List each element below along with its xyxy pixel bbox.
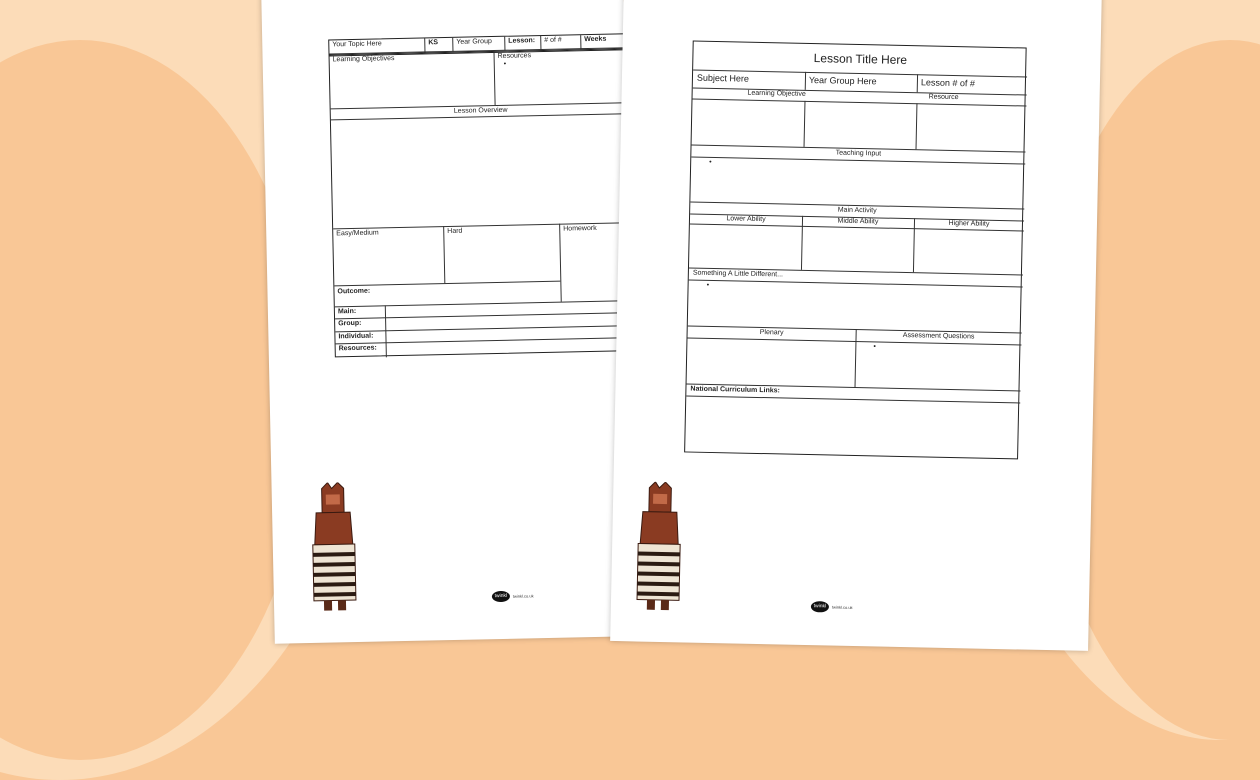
- row-group-label: Group:: [338, 319, 362, 328]
- twinkl-logo: [492, 590, 534, 602]
- logo-text: twinkl.co.uk: [512, 593, 534, 599]
- teaching-input-label: Teaching Input: [835, 149, 882, 158]
- row-individual-label: Individual:: [338, 332, 374, 341]
- twinkl-logo: [811, 601, 853, 613]
- lesson-overview-label: Lesson Overview: [453, 106, 508, 115]
- weeks-cell: Weeks: [581, 34, 629, 49]
- row-resources-label: Resources:: [338, 344, 377, 353]
- main-activity-label: Main Activity: [837, 206, 877, 215]
- resources-bullet: •: [503, 60, 507, 68]
- year-group-field: Year Group Here: [808, 74, 877, 87]
- learning-objectives-label: Learning Objectives: [332, 55, 395, 64]
- outcome-label: Outcome:: [337, 287, 371, 296]
- resource-label: Resource: [928, 93, 959, 102]
- lesson-number-field: Lesson # of #: [920, 77, 976, 89]
- left-main-table: [329, 49, 635, 357]
- middle-ability-label: Middle Ability: [837, 217, 879, 226]
- logo-mark: twinkl: [811, 601, 829, 612]
- ks-cell: KS: [425, 38, 453, 53]
- homework-label: Homework: [563, 224, 597, 233]
- logo-mark: twinkl: [492, 591, 510, 602]
- row-main-label: Main:: [337, 307, 357, 316]
- lower-ability-label: Lower Ability: [726, 215, 766, 224]
- something-different-bullet: •: [706, 281, 710, 289]
- hard-label: Hard: [447, 227, 463, 236]
- left-worksheet-page: [261, 0, 637, 644]
- lesson-label-cell: Lesson:: [505, 36, 541, 51]
- right-main-table: [684, 41, 1027, 460]
- viking-figure-illustration: [307, 482, 360, 613]
- year-group-cell: Year Group: [453, 37, 505, 52]
- lesson-title: Lesson Title Here: [813, 51, 908, 68]
- higher-ability-label: Higher Ability: [948, 219, 990, 228]
- something-different-label: Something A Little Different...: [692, 269, 784, 279]
- assessment-questions-label: Assessment Questions: [902, 331, 975, 341]
- logo-text: twinkl.co.uk: [831, 604, 853, 610]
- topic-cell: Your Topic Here: [329, 38, 425, 54]
- easy-medium-label: Easy/Medium: [336, 229, 379, 238]
- viking-figure-illustration: [633, 481, 686, 612]
- subject-field: Subject Here: [696, 72, 750, 84]
- plenary-label: Plenary: [759, 328, 784, 337]
- national-curriculum-label: National Curriculum Links:: [690, 385, 780, 395]
- right-worksheet-page: [610, 0, 1102, 651]
- assessment-bullet: •: [873, 343, 876, 351]
- resources-label: Resources: [497, 52, 532, 60]
- lesson-value-cell: # of #: [541, 35, 581, 50]
- learning-objective-label: Learning Objective: [747, 89, 806, 98]
- teaching-input-bullet: •: [709, 158, 712, 166]
